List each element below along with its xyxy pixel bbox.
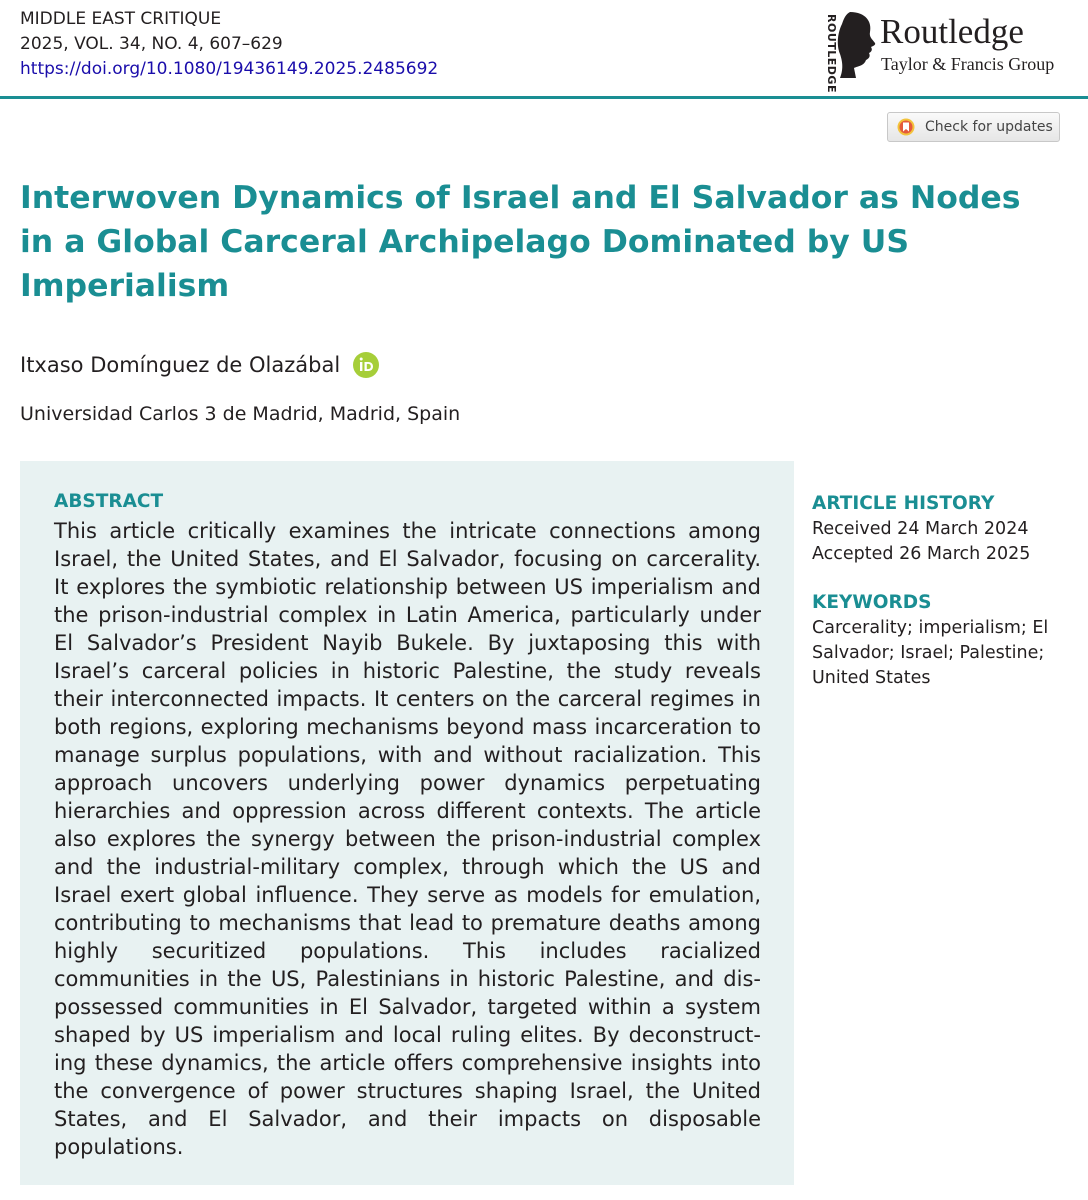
publisher-name: Routledge	[880, 12, 1024, 51]
publisher-logo	[818, 8, 1070, 93]
check-for-updates-button[interactable]	[887, 112, 1060, 142]
routledge-head-icon	[836, 10, 880, 80]
header-divider	[0, 96, 1088, 99]
article-sidebar	[812, 491, 1068, 691]
author-affiliation: Universidad Carlos 3 de Madrid, Madrid, Spain	[20, 403, 461, 425]
accepted-date: Accepted 26 March 2025	[812, 544, 1031, 564]
journal-name: MIDDLE EAST CRITIQUE	[20, 9, 222, 29]
abstract-panel	[20, 461, 794, 1185]
author-line	[20, 351, 380, 379]
keywords-list: Carcerality; imperialism; El Salvador; Israel; Palestine; United States	[812, 618, 1049, 688]
keywords-heading: KEYWORDS	[812, 592, 932, 613]
doi-link[interactable]: https://doi.org/10.1080/19436149.2025.2485692	[20, 59, 439, 79]
abstract-text: This article critically examines the intricate connections among Israel, the United States, and El Salvador, focusing on carcerality. It explores the symbiotic relationship between US imperialism and the prison-industrial complex in Latin America, particularly under El Salvador’s President Nayib Bukele. By juxtaposing this with Israel’s carceral policies in historic Palestine, the study reveals their interconnected impacts. It centers on the carceral regimes in both regions, exploring mechanisms beyond mass incarceration to manage surplus populations, with and without racialization. This approach uncovers underlying power dynamics perpetuating hierarchies and oppression across different contexts. The article also explores the synergy between the prison-industrial complex and the industrial-military complex, through which the US and Israel exert global influence. They serve as models for emulation, contributing to mechanisms that lead to premature deaths among highly securitized populations. This includes racialized communities in the US, Palestinians in historic Palestine, and dispossessed communities in El Salvador, targeted within a system shaped by US imperialism and local ruling elites. By deconstructing these dynamics, the article offers comprehensive insights into the convergence of power structures shaping Israel, the United States, and El Salvador, and their impacts on disposable populations.	[54, 519, 761, 1159]
check-for-updates-label: Check for updates	[925, 119, 1053, 135]
orcid-icon[interactable]	[352, 351, 380, 379]
history-heading: ARTICLE HISTORY	[812, 493, 995, 514]
author-name[interactable]: Itxaso Domínguez de Olazábal	[20, 353, 341, 377]
publisher-group: Taylor & Francis Group	[881, 54, 1055, 74]
received-date: Received 24 March 2024	[812, 519, 1029, 539]
journal-info	[20, 7, 438, 82]
article-title: Interwoven Dynamics of Israel and El Salvador as Nodes in a Global Carceral Archipelago Dominated by US Imperialism	[20, 180, 1021, 304]
abstract-heading: ABSTRACT	[54, 491, 164, 512]
journal-citation: 2025, VOL. 34, NO. 4, 607–629	[20, 34, 283, 54]
bookmark-icon	[897, 118, 915, 136]
publisher-side-text: ROUTLEDGE	[825, 14, 838, 93]
